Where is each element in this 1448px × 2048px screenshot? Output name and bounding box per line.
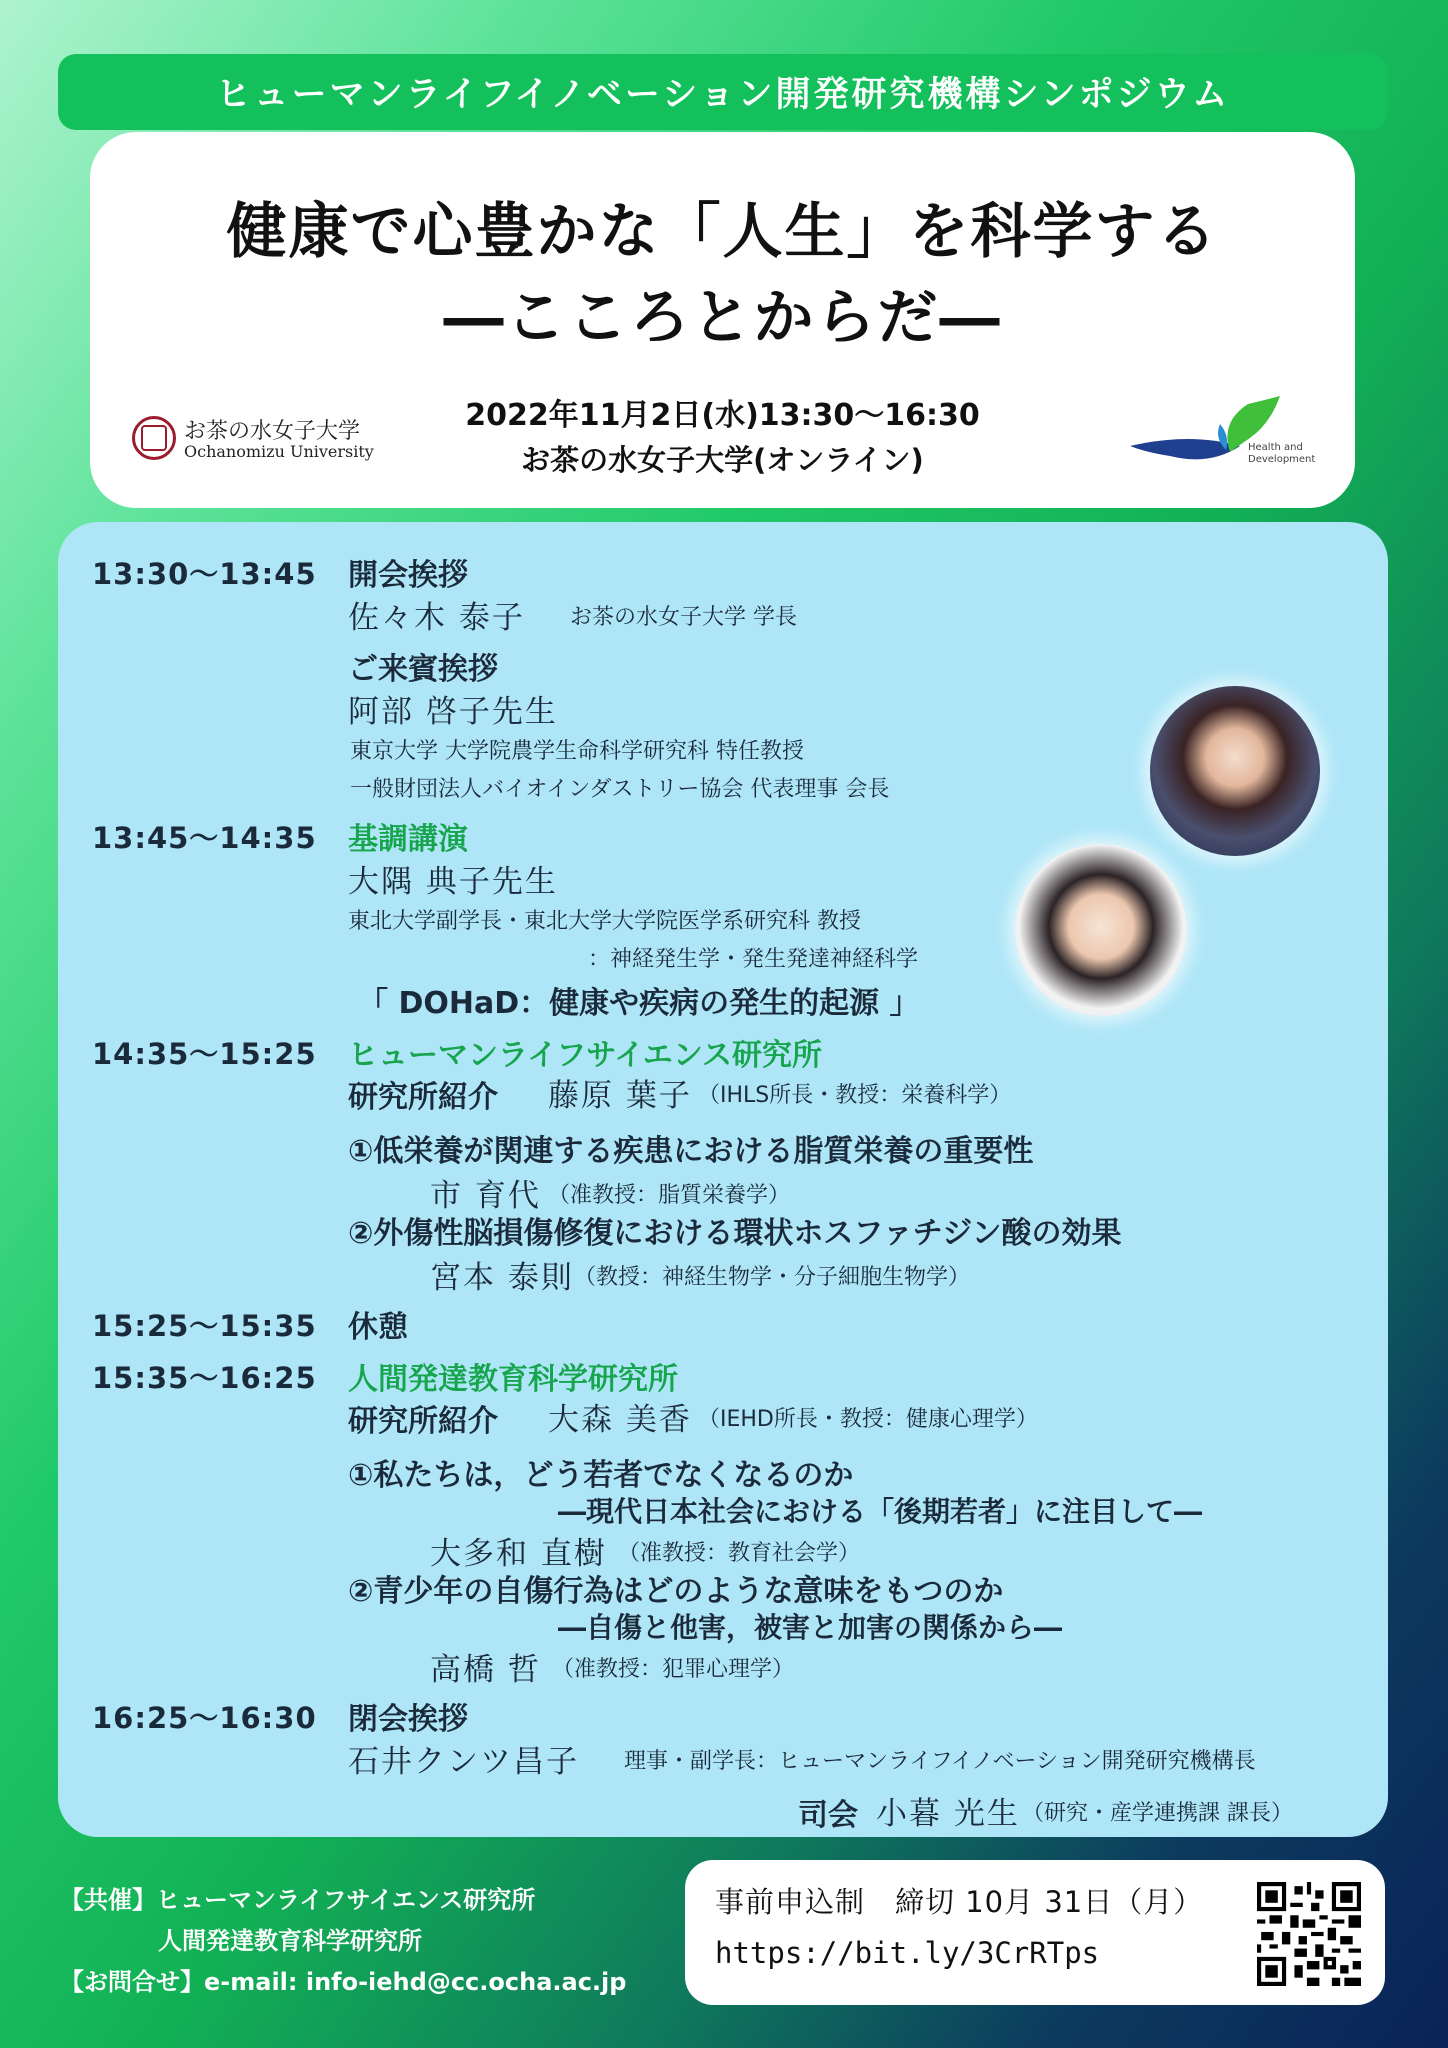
university-name-en: Ochanomizu University (184, 442, 374, 461)
leaf-icon (1130, 394, 1310, 484)
iehd-talk-1-role: （准教授：教育社会学） (618, 1541, 861, 1566)
hd-line1: Health and (1248, 442, 1303, 453)
ihls-title: ヒューマンライフサイエンス研究所 (348, 1038, 822, 1073)
qr-code-icon[interactable] (1257, 1882, 1361, 1986)
iehd-talk-2-subtitle: ―自傷と他害，被害と加害の関係から― (558, 1611, 1063, 1644)
mc-role: （研究・産学連携課 課長） (1022, 1801, 1293, 1826)
guest-affiliation-2: 一般財団法人バイオインダストリー協会 代表理事 会長 (350, 777, 890, 802)
iehd-intro-speaker: 大森 美香 (548, 1402, 692, 1438)
time-break: 15:25～15:35 (92, 1309, 317, 1343)
iehd-talk-2: ②青少年の自傷行為はどのような意味をもつのか (348, 1574, 1004, 1609)
keynote-affiliation-2: ：神経発生学・発生発達神経科学 (588, 947, 919, 972)
guest-title: ご来賓挨拶 (348, 652, 498, 687)
keynote-speaker: 大隅 典子先生 (348, 864, 558, 900)
opening-title: 開会挨拶 (348, 558, 468, 593)
contact-email[interactable]: 【お問合せ】e-mail: info-iehd@cc.ocha.ac.jp (60, 1968, 627, 1996)
ihls-talk-1: ①低栄養が関連する疾患における脂質栄養の重要性 (348, 1134, 1034, 1169)
ihls-intro-label: 研究所紹介 (348, 1080, 498, 1115)
iehd-talk-1-speaker: 大多和 直樹 (430, 1536, 607, 1572)
closing-title: 閉会挨拶 (348, 1702, 468, 1737)
opening-speaker: 佐々木 泰子 (348, 600, 525, 636)
mc-name: 小暮 光生 (876, 1796, 1020, 1832)
ihls-talk-2-role: （教授：神経生物学・分子細胞生物学） (574, 1265, 971, 1290)
health-development-text (1248, 442, 1315, 466)
event-venue: お茶の水女子大学(オンライン) (521, 443, 924, 477)
footer-info (60, 1880, 626, 1997)
iehd-title: 人間発達教育科学研究所 (348, 1362, 678, 1397)
keynote-talk: 「 DOHaD：健康や疾病の発生的起源 」 (358, 986, 920, 1021)
closing-speaker: 石井クンツ昌子 (348, 1744, 579, 1780)
iehd-talk-1-subtitle: ―現代日本社会における「後期若者」に注目して― (558, 1495, 1203, 1528)
guest-affiliation-1: 東京大学 大学院農学生命科学研究科 特任教授 (350, 739, 804, 764)
iehd-intro-role: （IEHD所長・教授：健康心理学） (698, 1407, 1038, 1432)
time-ihls: 14:35～15:25 (92, 1037, 317, 1071)
university-name-jp: お茶の水女子大学 (184, 419, 361, 444)
ihls-talk-1-role: （准教授：脂質栄養学） (548, 1183, 791, 1208)
main-title: 健康で心豊かな「人生」を科学する (226, 197, 1219, 267)
ihls-talk-1-speaker: 市 育代 (430, 1178, 541, 1214)
keynote-title: 基調講演 (348, 822, 468, 857)
cohost-line-1: 【共催】ヒューマンライフサイエンス研究所 (60, 1886, 536, 1914)
keynote-speaker-photo (1015, 844, 1187, 1016)
guest-speaker-photo (1150, 686, 1320, 856)
time-closing: 16:25～16:30 (92, 1701, 317, 1735)
iehd-talk-2-speaker: 高橋 哲 (430, 1652, 541, 1688)
ihls-intro-role: （IHLS所長・教授：栄養科学） (698, 1083, 1012, 1108)
iehd-talk-2-role: （准教授：犯罪心理学） (552, 1657, 795, 1682)
iehd-intro-label: 研究所紹介 (348, 1404, 498, 1439)
registration-box (685, 1860, 1385, 2005)
guest-speaker: 阿部 啓子先生 (348, 694, 558, 730)
hd-line2: Development (1248, 454, 1316, 465)
registration-deadline: 事前申込制 締切 10月 31日（月） (715, 1885, 1204, 1919)
ihls-intro-speaker: 藤原 葉子 (548, 1078, 692, 1114)
break-title: 休憩 (348, 1310, 408, 1345)
health-development-logo (1130, 394, 1316, 484)
iehd-talk-1: ①私たちは，どう若者でなくなるのか (348, 1458, 854, 1493)
ihls-talk-2-speaker: 宮本 泰則 (430, 1260, 574, 1296)
closing-affiliation: 理事・副学長：ヒューマンライフイノベーション開発研究機構長 (624, 1749, 1256, 1774)
university-seal-icon (132, 416, 176, 460)
ihls-talk-2: ②外傷性脳損傷修復における環状ホスファチジン酸の効果 (348, 1216, 1122, 1251)
event-banner: ヒューマンライフイノベーション開発研究機構シンポジウム (58, 54, 1388, 130)
cohost-line-2: 人間発達教育科学研究所 (158, 1927, 422, 1955)
subtitle: ―こころとからだ― (443, 283, 1002, 353)
time-keynote: 13:45～14:35 (92, 821, 317, 855)
ochanomizu-logo (132, 412, 372, 472)
mc-label: 司会 (798, 1798, 858, 1833)
keynote-affiliation-1: 東北大学副学長・東北大学大学院医学系研究科 教授 (348, 909, 861, 934)
registration-url[interactable]: https://bit.ly/3CrRTps (715, 1936, 1100, 1970)
event-datetime: 2022年11月2日(水)13:30～16:30 (465, 398, 980, 433)
time-iehd: 15:35～16:25 (92, 1361, 317, 1395)
title-card (90, 132, 1355, 508)
time-opening: 13:30～13:45 (92, 557, 317, 591)
opening-affiliation: お茶の水女子大学 学長 (570, 605, 797, 630)
